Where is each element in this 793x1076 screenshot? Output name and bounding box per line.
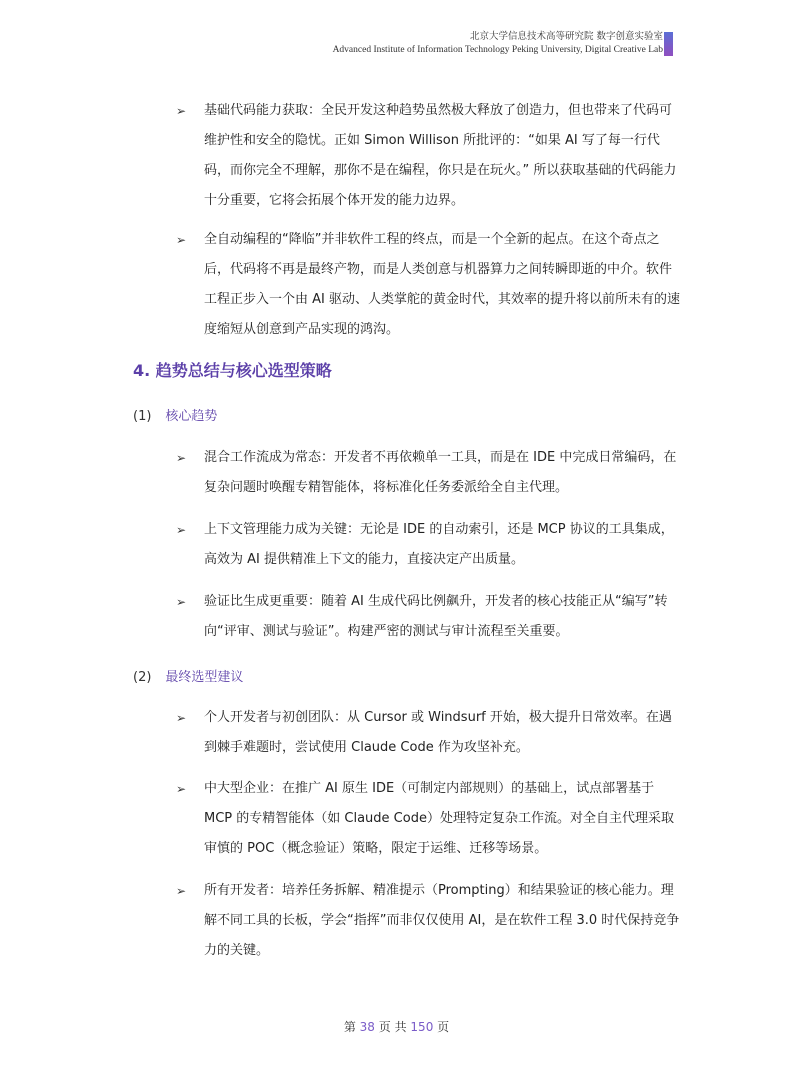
subsection-title bbox=[133, 405, 217, 424]
list-item-text: 验证比生成更重要：随着 AI 生成代码比例飙升，开发者的核心技能正从“编写”转向“评审、测试与验证”。构建严密的测试与审计流程至关重要。 bbox=[204, 594, 668, 639]
list-item bbox=[176, 443, 684, 503]
arrow-bullet-icon: ➢ bbox=[176, 104, 187, 118]
list-item bbox=[176, 96, 684, 216]
arrow-bullet-icon: ➢ bbox=[176, 595, 187, 609]
list-item-text: 中大型企业：在推广 AI 原生 IDE（可制定内部规则）的基础上，试点部署基于 MCP 的专精智能体（如 Claude Code）处理特定复杂工作流。对全自主代理采取审慎的 POC（概念验证）策略，限定于运维、迁移等场景。 bbox=[204, 781, 674, 856]
arrow-bullet-icon: ➢ bbox=[176, 884, 187, 898]
footer-prefix: 第 bbox=[343, 1020, 356, 1034]
section-title: 4. 趋势总结与核心选型策略 bbox=[133, 361, 332, 380]
footer-middle: 页 共 bbox=[378, 1020, 407, 1034]
list-item-text: 混合工作流成为常态：开发者不再依赖单一工具，而是在 IDE 中完成日常编码，在复杂问题时唤醒专精智能体，将标准化任务委派给全自主代理。 bbox=[204, 450, 677, 495]
list-item-text: 所有开发者：培养任务拆解、精准提示（Prompting）和结果验证的核心能力。理解不同工具的长板，学会“指挥”而非仅仅使用 AI，是在软件工程 3.0 时代保持竞争力的关键。 bbox=[204, 883, 680, 958]
header-accent-bar bbox=[664, 32, 673, 56]
arrow-bullet-icon: ➢ bbox=[176, 523, 187, 537]
list-item-text: 全自动编程的“降临”并非软件工程的终点，而是一个全新的起点。在这个奇点之后，代码将不再是最终产物，而是人类创意与机器算力之间转瞬即逝的中介。软件工程正步入一个由 AI 驱动、人类掌舵的黄金时代，其效率的提升将以前所未有的速度缩短从创意到产品实现的鸿沟。 bbox=[204, 232, 680, 337]
list-item bbox=[176, 774, 684, 864]
subsection-number: (1) bbox=[133, 409, 152, 424]
total-page-number: 150 bbox=[410, 1020, 434, 1034]
list-item-text: 个人开发者与初创团队：从 Cursor 或 Windsurf 开始，极大提升日常效率。在遇到棘手难题时，尝试使用 Claude Code 作为攻坚补充。 bbox=[204, 710, 672, 755]
list-item-text: 基础代码能力获取：全民开发这种趋势虽然极大释放了创造力，但也带来了代码可维护性和安全的隐忧。正如 Simon Willison 所批评的：“如果 AI 写了每一行代码，而你完全不理解，那你不是在编程，你只是在玩火。” 所以获取基础的代码能力十分重要，它将会拓展个体开发的能力边界。 bbox=[204, 103, 677, 208]
list-item bbox=[176, 703, 684, 763]
subsection-number: (2) bbox=[133, 670, 152, 685]
header-institute-en: Advanced Institute of Information Technology Peking University, Digital Creative Lab bbox=[332, 45, 663, 55]
arrow-bullet-icon: ➢ bbox=[176, 711, 187, 725]
page-footer bbox=[0, 1018, 793, 1035]
arrow-bullet-icon: ➢ bbox=[176, 451, 187, 465]
arrow-bullet-icon: ➢ bbox=[176, 233, 187, 247]
list-item bbox=[176, 225, 684, 345]
list-item-text: 上下文管理能力成为关键：无论是 IDE 的自动索引，还是 MCP 协议的工具集成，高效为 AI 提供精准上下文的能力，直接决定产出质量。 bbox=[204, 522, 674, 567]
subsection-title bbox=[133, 666, 243, 685]
list-item bbox=[176, 515, 684, 575]
subsection-label: 最终选型建议 bbox=[165, 670, 244, 685]
list-item bbox=[176, 587, 684, 647]
page-header bbox=[333, 30, 663, 57]
footer-suffix: 页 bbox=[437, 1020, 450, 1034]
current-page-number: 38 bbox=[359, 1020, 375, 1034]
list-item bbox=[176, 876, 684, 966]
subsection-label: 核心趋势 bbox=[165, 409, 218, 424]
header-institute-cn: 北京大学信息技术高等研究院 数字创意实验室 bbox=[469, 31, 663, 42]
arrow-bullet-icon: ➢ bbox=[176, 782, 187, 796]
